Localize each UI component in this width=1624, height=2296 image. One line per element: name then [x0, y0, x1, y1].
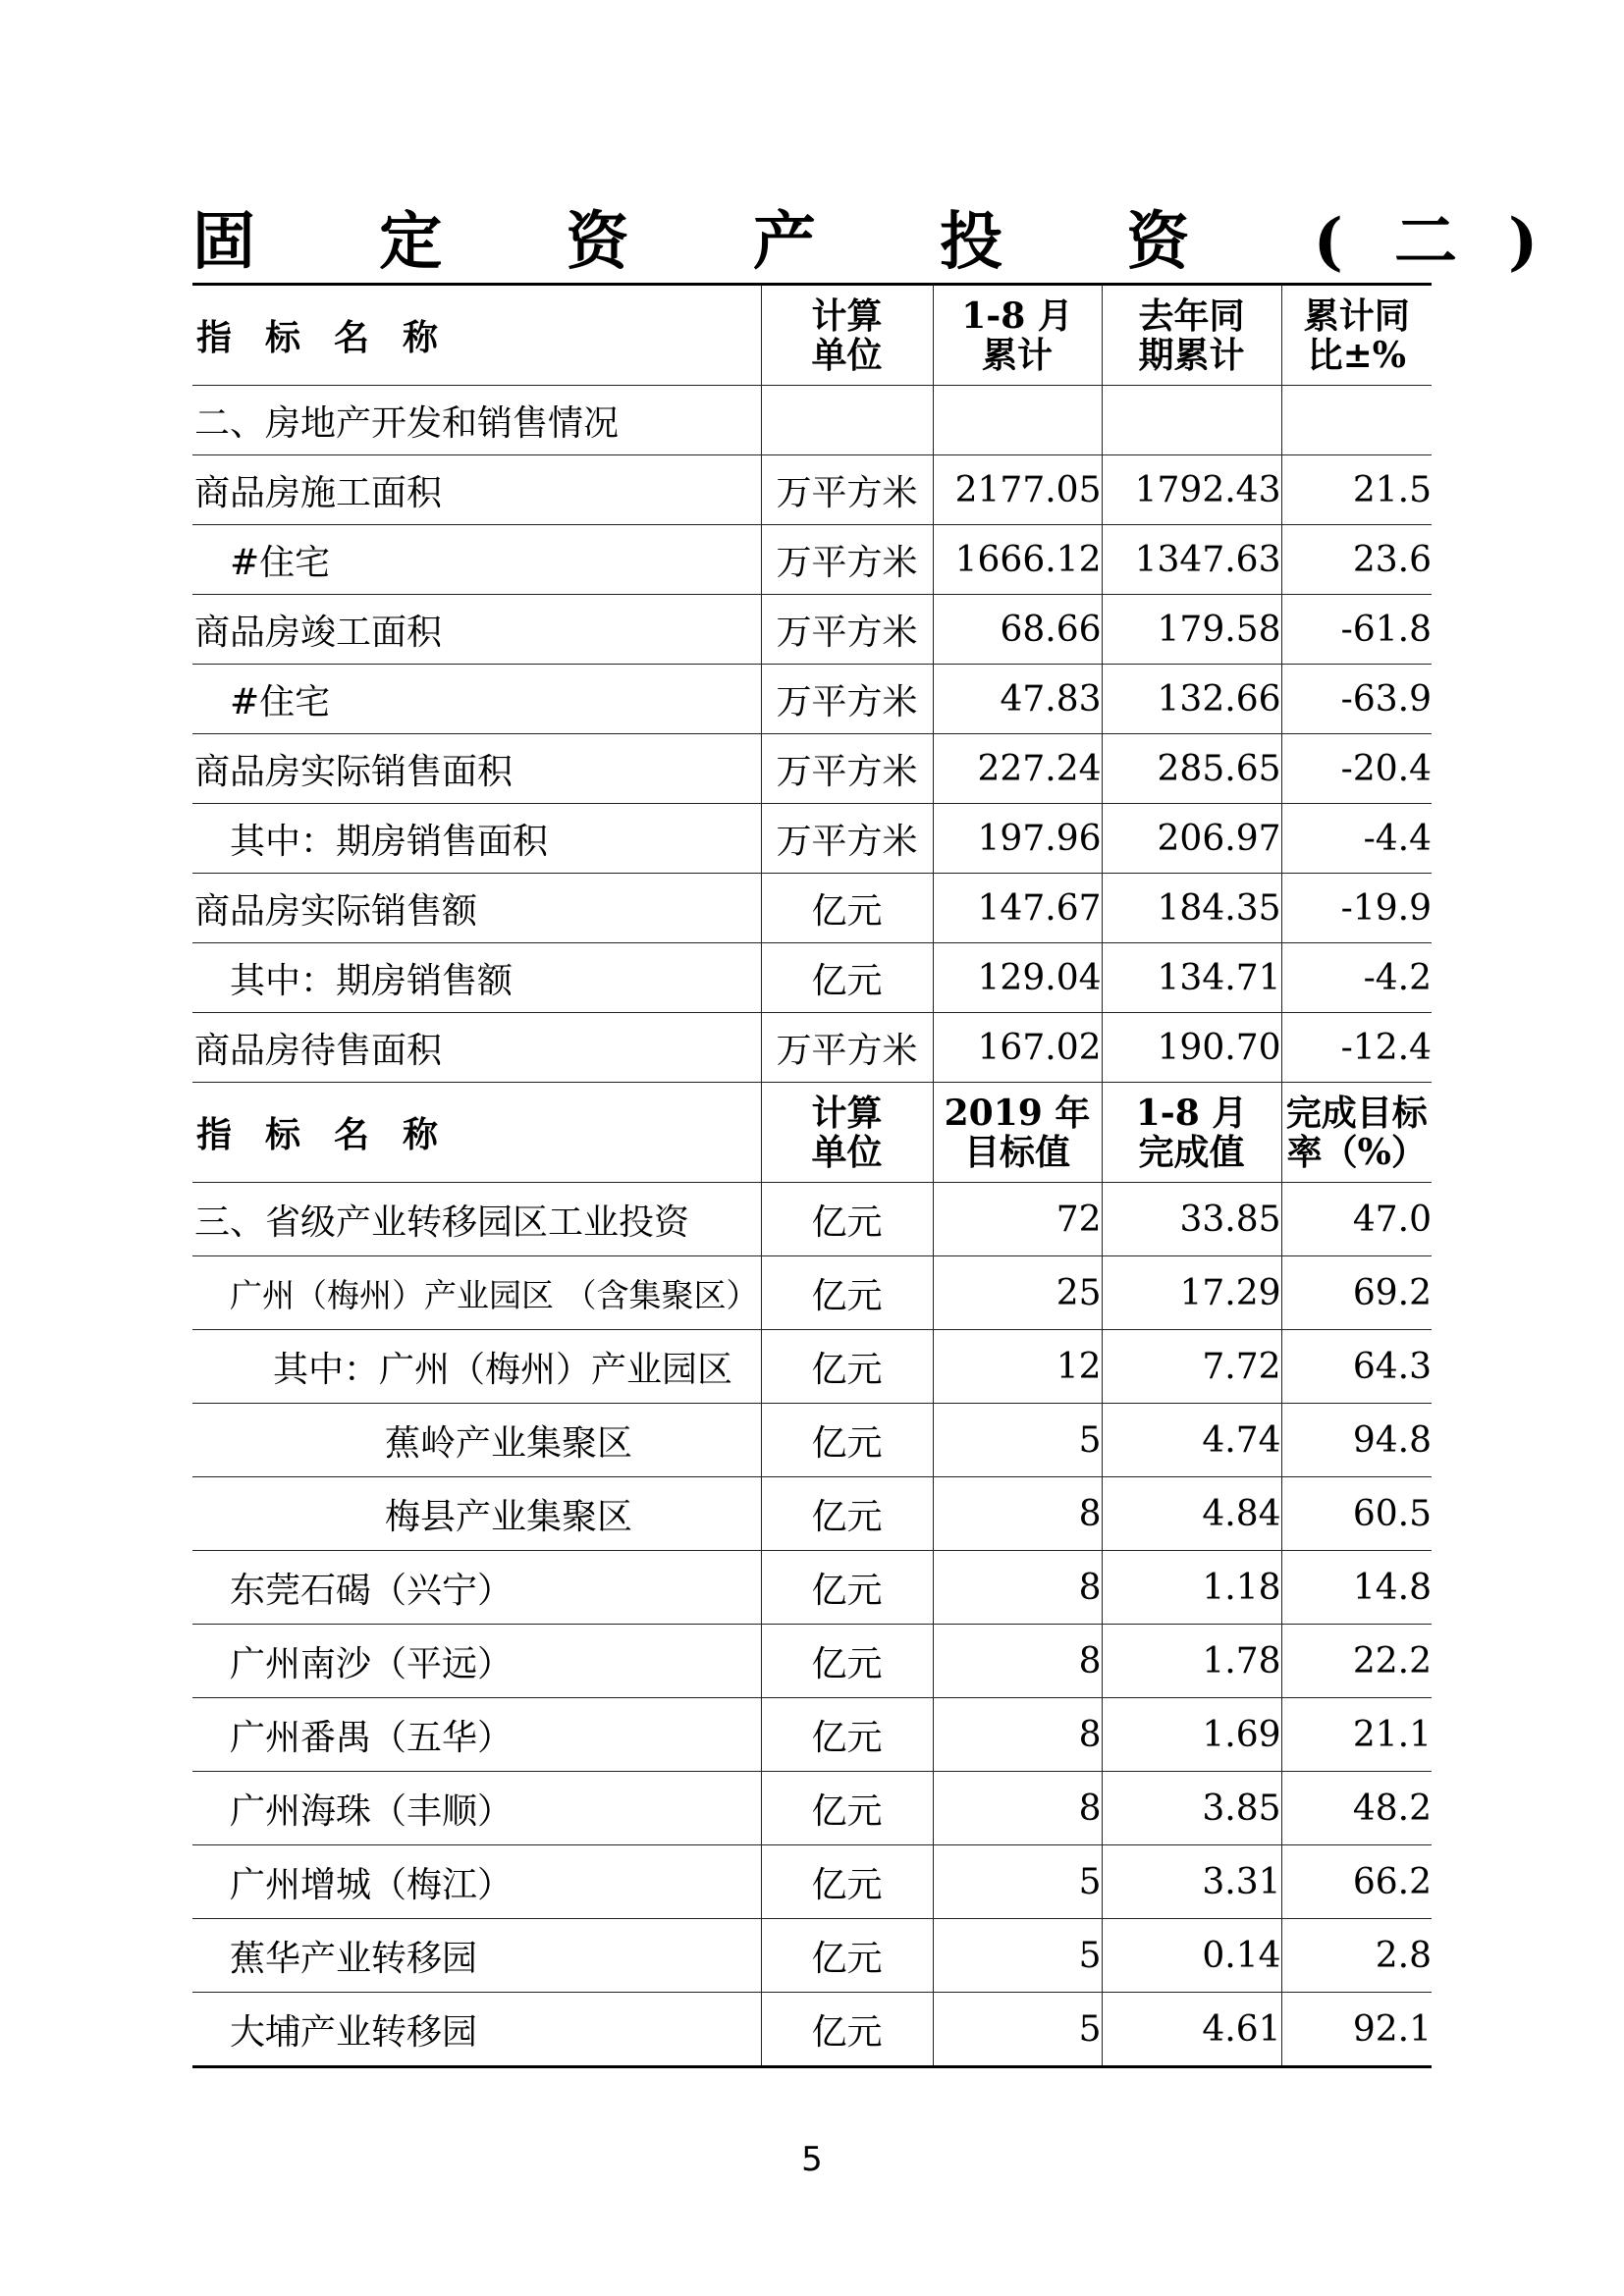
row-value: 0.14: [1102, 1919, 1281, 1993]
row-name: 商品房施工面积: [192, 455, 761, 525]
row-value: 206.97: [1102, 804, 1281, 874]
row-value: 60.5: [1281, 1477, 1432, 1551]
row-unit: 亿元: [761, 1183, 933, 1256]
header-unit: 计算 单位: [761, 285, 933, 386]
row-name: 蕉华产业转移园: [192, 1919, 761, 1993]
row-value: -19.9: [1281, 874, 1432, 943]
table-row: [192, 1183, 1432, 1256]
row-unit: 万平方米: [761, 595, 933, 665]
row-name: #住宅: [192, 525, 761, 595]
row-name: 商品房实际销售额: [192, 874, 761, 943]
row-value: 1347.63: [1102, 525, 1281, 595]
row-unit: 亿元: [761, 1256, 933, 1330]
row-value: 147.67: [933, 874, 1102, 943]
table-row: [192, 595, 1432, 665]
row-value: 184.35: [1102, 874, 1281, 943]
row-name: 其中：广州（梅州）产业园区: [192, 1330, 761, 1404]
table-row: [192, 804, 1432, 874]
row-value: 66.2: [1281, 1845, 1432, 1919]
row-value: 33.85: [1102, 1183, 1281, 1256]
section2-header-row: [192, 1083, 1432, 1183]
row-value: 47.83: [933, 665, 1102, 734]
row-value: 1.78: [1102, 1625, 1281, 1698]
row-value: -20.4: [1281, 734, 1432, 804]
row-value: 8: [933, 1698, 1102, 1772]
row-name: 广州增城（梅江）: [192, 1845, 761, 1919]
section-group-row: [192, 386, 1432, 455]
table-row: [192, 1330, 1432, 1404]
row-value: 64.3: [1281, 1330, 1432, 1404]
row-value: 5: [933, 1993, 1102, 2067]
row-name: 广州（梅州）产业园区 （含集聚区）: [192, 1256, 761, 1330]
table-row: [192, 1993, 1432, 2067]
row-value: 14.8: [1281, 1551, 1432, 1625]
row-value: 48.2: [1281, 1772, 1432, 1845]
row-value: 285.65: [1102, 734, 1281, 804]
row-value: 94.8: [1281, 1404, 1432, 1477]
row-value: 2177.05: [933, 455, 1102, 525]
row-value: 8: [933, 1551, 1102, 1625]
row-name: 广州海珠（丰顺）: [192, 1772, 761, 1845]
row-value: 12: [933, 1330, 1102, 1404]
row-value: 134.71: [1102, 943, 1281, 1013]
row-value: 21.1: [1281, 1698, 1432, 1772]
row-name: 商品房竣工面积: [192, 595, 761, 665]
row-value: 5: [933, 1404, 1102, 1477]
row-value: -61.8: [1281, 595, 1432, 665]
row-unit: 万平方米: [761, 734, 933, 804]
row-value: 132.66: [1102, 665, 1281, 734]
table-row: [192, 1772, 1432, 1845]
table-row: [192, 943, 1432, 1013]
row-value: 5: [933, 1845, 1102, 1919]
row-unit: 万平方米: [761, 665, 933, 734]
row-value: 167.02: [933, 1013, 1102, 1083]
row-unit: 亿元: [761, 1845, 933, 1919]
row-value: -63.9: [1281, 665, 1432, 734]
row-value: 17.29: [1102, 1256, 1281, 1330]
row-name: 东莞石碣（兴宁）: [192, 1551, 761, 1625]
row-value: 22.2: [1281, 1625, 1432, 1698]
row-unit: 亿元: [761, 1404, 933, 1477]
row-value: 3.85: [1102, 1772, 1281, 1845]
table-row: [192, 1625, 1432, 1698]
row-value: -12.4: [1281, 1013, 1432, 1083]
page-title: 固 定 资 产 投 资 (二): [192, 205, 1590, 279]
table-row: [192, 1551, 1432, 1625]
row-unit: 万平方米: [761, 1013, 933, 1083]
row-unit: 万平方米: [761, 525, 933, 595]
row-value: 1.69: [1102, 1698, 1281, 1772]
table-row: [192, 455, 1432, 525]
row-value: -4.2: [1281, 943, 1432, 1013]
header-unit: 计算 单位: [761, 1083, 933, 1183]
row-value: 1.18: [1102, 1551, 1281, 1625]
row-unit: 亿元: [761, 874, 933, 943]
row-unit: 亿元: [761, 943, 933, 1013]
row-name: #住宅: [192, 665, 761, 734]
row-value: 72: [933, 1183, 1102, 1256]
row-value: 8: [933, 1477, 1102, 1551]
table-row: [192, 1698, 1432, 1772]
header-completed: 1-8 月 完成值: [1102, 1083, 1281, 1183]
table-row: [192, 1845, 1432, 1919]
row-value: 8: [933, 1625, 1102, 1698]
section1-header-row: [192, 285, 1432, 386]
table-row: [192, 525, 1432, 595]
header-last-year: 去年同 期累计: [1102, 285, 1281, 386]
row-value: 5: [933, 1919, 1102, 1993]
row-unit: 万平方米: [761, 455, 933, 525]
row-value: 92.1: [1281, 1993, 1432, 2067]
section-group-label: 二、房地产开发和销售情况: [192, 386, 761, 455]
row-value: 23.6: [1281, 525, 1432, 595]
row-value: 129.04: [933, 943, 1102, 1013]
row-value: -4.4: [1281, 804, 1432, 874]
row-value: 4.61: [1102, 1993, 1281, 2067]
row-value: 190.70: [1102, 1013, 1281, 1083]
row-unit: 亿元: [761, 1551, 933, 1625]
table-row: [192, 1256, 1432, 1330]
table-row: [192, 1477, 1432, 1551]
header-indicator-name: 指标名称: [192, 285, 761, 386]
table-row: [192, 665, 1432, 734]
row-value: 47.0: [1281, 1183, 1432, 1256]
row-value: 8: [933, 1772, 1102, 1845]
row-unit: 亿元: [761, 1772, 933, 1845]
header-yoy-change: 累计同 比±%: [1281, 285, 1432, 386]
table-row: [192, 1013, 1432, 1083]
row-value: 179.58: [1102, 595, 1281, 665]
row-unit: 亿元: [761, 1698, 933, 1772]
row-value: 21.5: [1281, 455, 1432, 525]
row-name: 商品房待售面积: [192, 1013, 761, 1083]
page-number: 5: [801, 2140, 823, 2179]
row-name: 三、省级产业转移园区工业投资: [192, 1183, 761, 1256]
row-value: 2.8: [1281, 1919, 1432, 1993]
row-value: 25: [933, 1256, 1102, 1330]
statistics-table: [192, 283, 1432, 2068]
row-name: 广州番禺（五华）: [192, 1698, 761, 1772]
row-unit: 亿元: [761, 1625, 933, 1698]
header-target: 2019 年 目标值: [933, 1083, 1102, 1183]
row-value: 7.72: [1102, 1330, 1281, 1404]
row-value: 1666.12: [933, 525, 1102, 595]
row-value: 4.84: [1102, 1477, 1281, 1551]
row-value: 69.2: [1281, 1256, 1432, 1330]
row-unit: 亿元: [761, 1919, 933, 1993]
table-row: [192, 874, 1432, 943]
row-value: 4.74: [1102, 1404, 1281, 1477]
header-completion-rate: 完成目标 率（%）: [1281, 1083, 1432, 1183]
row-unit: 亿元: [761, 1330, 933, 1404]
row-value: 3.31: [1102, 1845, 1281, 1919]
row-value: 1792.43: [1102, 455, 1281, 525]
row-name: 其中：期房销售面积: [192, 804, 761, 874]
table-row: [192, 1919, 1432, 1993]
header-indicator-name: 指标名称: [192, 1083, 761, 1183]
row-unit: 亿元: [761, 1477, 933, 1551]
row-value: 68.66: [933, 595, 1102, 665]
row-unit: 万平方米: [761, 804, 933, 874]
row-name: 梅县产业集聚区: [192, 1477, 761, 1551]
row-name: 广州南沙（平远）: [192, 1625, 761, 1698]
table-row: [192, 1404, 1432, 1477]
row-name: 其中：期房销售额: [192, 943, 761, 1013]
row-name: 蕉岭产业集聚区: [192, 1404, 761, 1477]
table-row: [192, 734, 1432, 804]
row-value: 197.96: [933, 804, 1102, 874]
row-name: 商品房实际销售面积: [192, 734, 761, 804]
header-cumulative: 1-8 月 累计: [933, 285, 1102, 386]
row-name: 大埔产业转移园: [192, 1993, 761, 2067]
row-unit: 亿元: [761, 1993, 933, 2067]
row-value: 227.24: [933, 734, 1102, 804]
